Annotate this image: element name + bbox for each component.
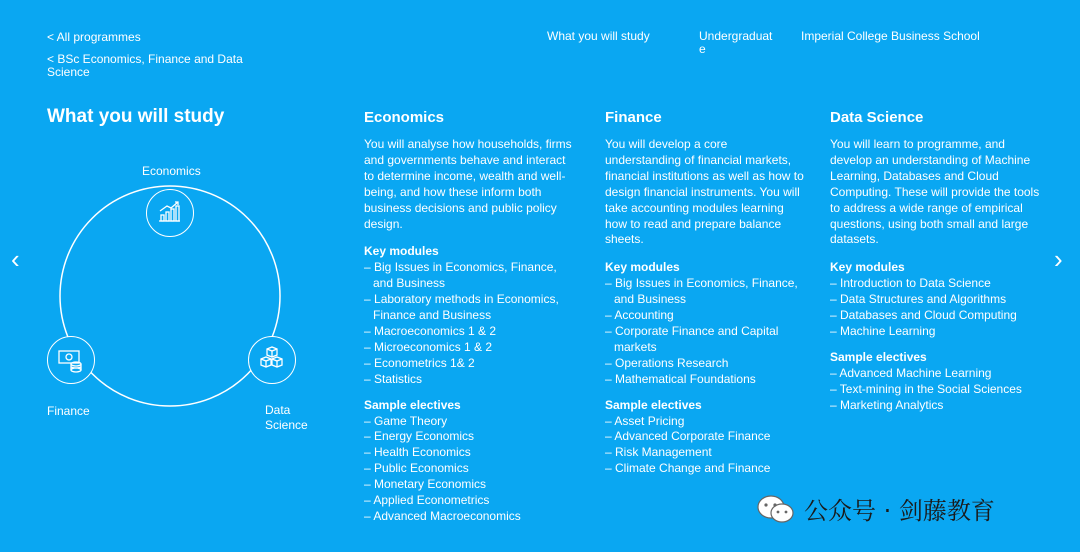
- data-science-title: Data Science: [830, 109, 924, 126]
- list-item: – Big Issues in Economics, Finance, and Business: [605, 276, 805, 308]
- nav-undergraduate[interactable]: Undergraduate: [699, 29, 773, 56]
- list-item: – Databases and Cloud Computing: [830, 308, 1040, 324]
- data-science-key-modules-list: [830, 276, 1040, 340]
- back-all-programmes-link[interactable]: < All programmes: [47, 30, 141, 44]
- economics-key-modules-list: [364, 260, 576, 387]
- list-item: – Big Issues in Economics, Finance, and Business: [364, 260, 576, 292]
- list-item: – Public Economics: [364, 461, 576, 477]
- finance-electives-list: [605, 414, 805, 478]
- economics-intro: You will analyse how households, firms and governments behave and interact to determine income, wealth and well-being, and how these inform both business decisions and public policy design.: [364, 137, 572, 231]
- finance-key-modules-title: Key modules: [605, 260, 680, 275]
- data-science-key-modules-title: Key modules: [830, 260, 905, 275]
- list-item: – Climate Change and Finance: [605, 461, 805, 477]
- list-item: – Accounting: [605, 308, 805, 324]
- finance-key-modules-list: [605, 276, 805, 387]
- list-item: – Introduction to Data Science: [830, 276, 1040, 292]
- list-item: – Risk Management: [605, 445, 805, 461]
- list-item: – Econometrics 1& 2: [364, 356, 576, 372]
- economics-column: [364, 110, 576, 535]
- list-item: – Data Structures and Algorithms: [830, 292, 1040, 308]
- diagram-label-data-science: Data Science: [265, 403, 308, 432]
- list-item: – Operations Research: [605, 356, 805, 372]
- list-item: – Corporate Finance and Capital markets: [605, 324, 805, 356]
- page-title: What you will study: [47, 106, 225, 127]
- data-science-electives-title: Sample electives: [830, 349, 927, 364]
- carousel-next-button[interactable]: ›: [1054, 244, 1063, 274]
- list-item: – Asset Pricing: [605, 414, 805, 430]
- wechat-icon: [756, 494, 796, 524]
- back-programme-link[interactable]: < BSc Economics, Finance and Data Science: [47, 52, 243, 79]
- data-science-column: [830, 110, 1040, 424]
- diagram-label-finance: Finance: [47, 404, 90, 418]
- list-item: – Energy Economics: [364, 429, 576, 445]
- finance-node: [47, 336, 95, 384]
- list-item: – Game Theory: [364, 414, 576, 430]
- watermark-text: 公众号 · 剑藤教育: [804, 497, 995, 525]
- list-item: – Macroeconomics 1 & 2: [364, 324, 576, 340]
- list-item: – Text-mining in the Social Sciences: [830, 382, 1040, 398]
- economics-node: [146, 189, 194, 237]
- list-item: – Health Economics: [364, 445, 576, 461]
- carousel-prev-button[interactable]: ‹: [11, 244, 20, 274]
- nav-business-school[interactable]: Imperial College Business School: [801, 29, 980, 43]
- economics-title: Economics: [364, 109, 445, 126]
- finance-title: Finance: [605, 109, 662, 126]
- list-item: – Advanced Machine Learning: [830, 366, 1040, 382]
- data-science-intro: You will learn to programme, and develop an understanding of Machine Learning, Databases and Cloud Computing. These will provide the tools to address a wide range of empirical questions, using both small and large datasets.: [830, 137, 1040, 247]
- list-item: – Advanced Corporate Finance: [605, 429, 805, 445]
- money-coins-icon: [48, 337, 93, 382]
- finance-column: [605, 110, 805, 487]
- list-item: – Monetary Economics: [364, 477, 576, 493]
- diagram-label-economics: Economics: [142, 164, 201, 178]
- list-item: – Applied Econometrics: [364, 493, 576, 509]
- list-item: – Marketing Analytics: [830, 398, 1040, 414]
- economics-key-modules-title: Key modules: [364, 244, 439, 259]
- data-cubes-icon: [249, 337, 294, 382]
- list-item: – Machine Learning: [830, 324, 1040, 340]
- finance-intro: You will develop a core understanding of financial markets, financial institutions as well as how to design financial instruments. You will take accounting modules learning how to read and prepare balance sheets.: [605, 137, 804, 247]
- economics-electives-title: Sample electives: [364, 397, 461, 412]
- chart-growth-icon: [147, 190, 192, 235]
- data-science-electives-list: [830, 366, 1040, 414]
- data-science-node: [248, 336, 296, 384]
- list-item: – Mathematical Foundations: [605, 372, 805, 388]
- list-item: – Statistics: [364, 372, 576, 388]
- finance-electives-title: Sample electives: [605, 397, 702, 412]
- list-item: – Laboratory methods in Economics, Finance and Business: [364, 292, 576, 324]
- list-item: – Advanced Macroeconomics: [364, 509, 576, 525]
- wechat-watermark: [756, 491, 995, 526]
- economics-electives-list: [364, 414, 576, 525]
- nav-what-you-will-study[interactable]: What you will study: [547, 29, 650, 43]
- list-item: – Microeconomics 1 & 2: [364, 340, 576, 356]
